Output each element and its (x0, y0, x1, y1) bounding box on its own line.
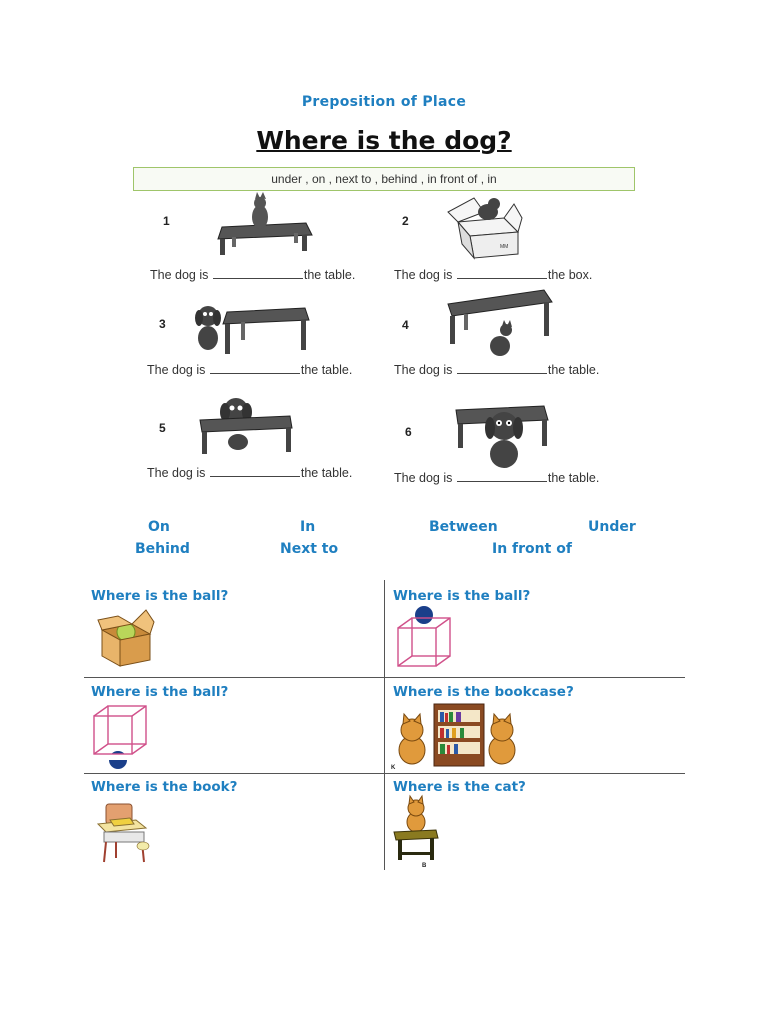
answer-blank[interactable] (213, 266, 303, 279)
dog-behind-table-image (198, 396, 298, 456)
exercise-sentence: The dog is the box. (394, 268, 593, 282)
dog-on-table-image (210, 195, 315, 257)
exercise-number: 5 (159, 421, 166, 435)
exercise-sentence: The dog is the table. (394, 471, 600, 485)
ball-on-cube-image (396, 604, 456, 670)
exercise-number: 1 (163, 214, 170, 228)
question-text: Where is the bookcase? (393, 684, 574, 700)
exercise-number: 4 (402, 318, 409, 332)
dog-in-front-of-table-image (452, 400, 552, 472)
question-text: Where is the ball? (393, 588, 531, 604)
image-letter-label: B (422, 863, 427, 869)
question-text: Where is the cat? (393, 779, 526, 795)
ball-under-cube-image (92, 702, 152, 768)
option-word: Next to (280, 541, 339, 557)
answer-blank[interactable] (210, 361, 300, 374)
grid-divider-vertical (384, 580, 385, 870)
grid-divider-horizontal (84, 677, 685, 678)
answer-blank[interactable] (457, 266, 547, 279)
word-bank (133, 167, 635, 191)
dog-next-to-table-image (193, 300, 313, 358)
exercise-sentence: The dog is the table. (150, 268, 356, 282)
worksheet-subtitle: Preposition of Place (301, 94, 467, 110)
exercise-number: 6 (405, 425, 412, 439)
cat-on-table-image (392, 798, 444, 868)
question-text: Where is the book? (91, 779, 238, 795)
option-word: On (148, 519, 170, 535)
bookcase-between-cats-image (390, 702, 526, 772)
question-text: Where is the ball? (91, 684, 229, 700)
exercise-sentence: The dog is the table. (147, 466, 353, 480)
dog-under-table-image (444, 286, 554, 358)
option-word: In (300, 519, 316, 535)
worksheet-title: Where is the dog? (256, 126, 512, 155)
answer-blank[interactable] (457, 469, 547, 482)
word-bank-text: under , on , next to , behind , in front of , in (271, 172, 497, 186)
exercise-sentence: The dog is the table. (394, 363, 600, 377)
answer-blank[interactable] (457, 361, 547, 374)
image-letter-label: K (391, 765, 396, 771)
dog-in-box-image (444, 192, 524, 262)
ball-in-box-image (98, 610, 156, 670)
exercise-sentence: The dog is the table. (147, 363, 353, 377)
book-on-desk-image (96, 800, 158, 864)
grid-divider-horizontal (84, 773, 685, 774)
option-word: Between (429, 519, 498, 535)
question-text: Where is the ball? (91, 588, 229, 604)
option-word: Under (588, 519, 636, 535)
exercise-number: 2 (402, 214, 409, 228)
exercise-number: 3 (159, 317, 166, 331)
option-word: In front of (492, 541, 572, 557)
option-word: Behind (135, 541, 190, 557)
answer-blank[interactable] (210, 464, 300, 477)
box-label: MM (500, 244, 509, 250)
